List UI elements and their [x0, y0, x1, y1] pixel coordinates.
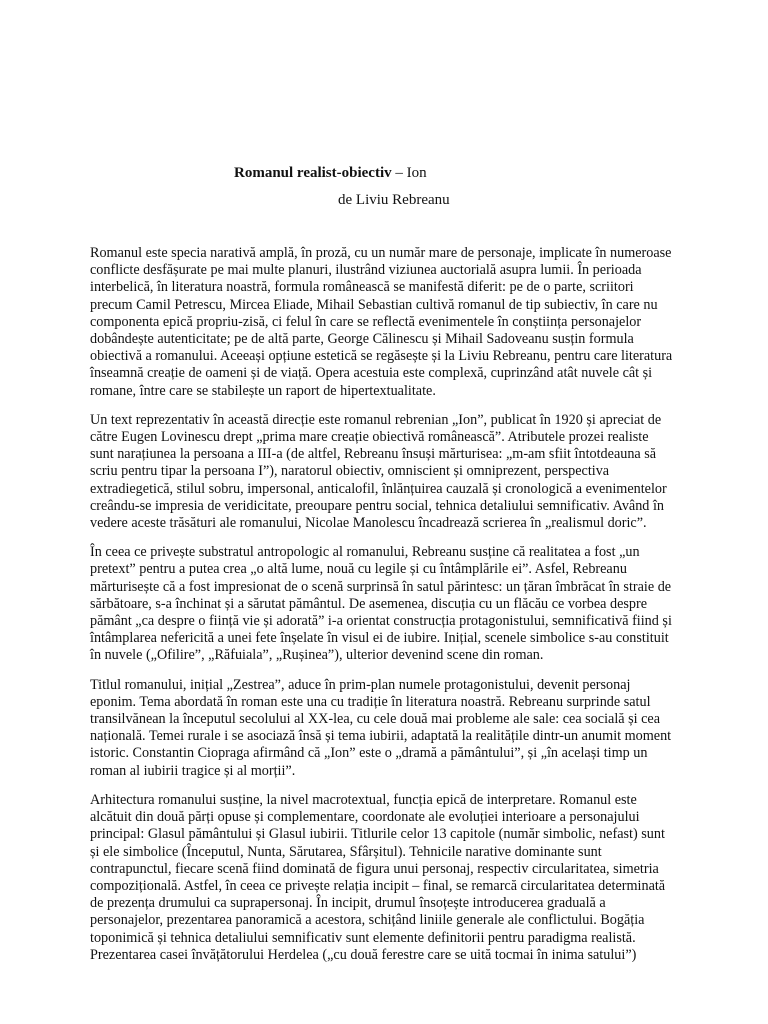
paragraph-line: conflicte desfășurate pe mai multe planuri, ilustrând viziunea auctorială asupra lumii. În perioada: [90, 262, 642, 279]
paragraph-line: înseamnă creație de oameni și de viață. Opera acestuia este complexă, cuprinzând atât nuvele cât și: [90, 365, 653, 382]
paragraph-line: întâmplarea nefericită a unei fete înșelate în visul ei de iubire. Inițial, scenele simbolice s-au constituit: [90, 630, 669, 647]
document-author: de Liviu Rebreanu: [338, 192, 450, 208]
paragraph-line: Romanul este specia narativă amplă, în proză, cu un număr mare de personaje, implicate în numeroase: [90, 245, 672, 261]
document-title: [234, 164, 427, 182]
paragraph-line: compozițională. Astfel, în ceea ce privește relația incipit – final, se remarcă circularitatea determinată: [90, 877, 666, 894]
paragraph-line: eponim. Tema abordată în roman este una cu tradiție în literatura noastră. Rebreanu surprinde satul: [90, 693, 651, 710]
paragraph-line: obiectivă a romanului. Aceeași opțiune estetică se regăsește și la Liviu Rebreanu, pentru care literatura: [90, 348, 673, 365]
paragraph: [90, 677, 680, 780]
paragraph-line: roman al iubirii tragice și al morții”.: [90, 762, 296, 779]
paragraph-line: personajelor, prezentarea panoramică a acestora, schițând liniile generale ale conflictului. Bogăția: [90, 912, 645, 929]
paragraph-line: interbelică, în literatura noastră, formula românească se manifestă diferit: pe de o parte, scriitori: [90, 279, 634, 296]
paragraph: [90, 792, 680, 964]
paragraph-line: vedere aceste trăsături ale romanului, Nicolae Manolescu încadrează scrierea în „realismul doric”.: [90, 515, 647, 532]
paragraph-line: alcătuit din două părți opuse și complementare, coordonate ale evoluției interioare a personajului: [90, 809, 640, 826]
paragraph-line: pretext” pentru a putea crea „o altă lume, nouă cu legile și cu întâmplările ei”. Asfel, Rebreanu: [90, 561, 627, 578]
paragraph-line: creându-se impresia de veridicitate, preoupare pentru social, tehnica detaliului semnificativ. Având în: [90, 497, 664, 514]
paragraph-line: în nuvele („Ofilire”, „Răfuiala”, „Rușinea”), ulterior devenind scene din roman.: [90, 647, 544, 664]
paragraph-line: dobândește autenticitate; pe de altă parte, George Călinescu și Mihail Sadoveanu susțin formula: [90, 331, 634, 348]
paragraph-line: mărturisește că a fost impresionat de o scenă surprinsă în satul părintesc: un țăran îmbrăcat în straie de: [90, 578, 672, 595]
paragraph-line: națională. Temei rurale i se asociază însă și tema iubirii, adaptată la realitățile dintr-un anumit moment: [90, 728, 672, 745]
paragraph-line: istoric. Constantin Ciopraga afirmând că „Ion” este o „dramă a pământului”, și „în același timp un: [90, 745, 648, 762]
paragraph-line: componenta epică propriu-zisă, ci felul în care se reflectă evenimentele în conștiința personajelor: [90, 313, 642, 330]
paragraph-line: extradiegetică, stilul sobru, impersonal, anticalofil, înlănțuirea cauzală și cronologică a evenimentelor: [90, 480, 667, 497]
paragraph-line: de prezența drumului ca suprapersonaj. În incipit, drumul însoțește introducerea graduală a: [90, 895, 606, 912]
paragraph-line: către Eugen Lovinescu drept „prima mare creație obiectivă românească”. Atributele prozei realiste: [90, 429, 649, 446]
paragraph-line: romane, între care se stabilește un raport de hipertextualitate.: [90, 382, 436, 399]
paragraph-line: toponimică și tehnica detaliului semnificativ sunt elemente definitorii pentru paradigma realistă.: [90, 929, 636, 946]
paragraph-line: pământ „ca despre o ființă vie și adorată” i-a orientat construcția protagonistului, semnificativă fiind și: [90, 613, 672, 630]
paragraph-line: Prezentarea casei învățătorului Herdelea („cu două ferestre care se uită tocmai în inima satului”): [90, 946, 637, 963]
paragraph-line: scriu pentru tipar la persoana I”), naratorul obiectiv, omniscient și omniprezent, perspectiva: [90, 463, 610, 480]
paragraph-line: sunt narațiunea la persoana a III-a (de altfel, Rebreanu însuși mărturisea: „m-am sfiit întotdeauna să: [90, 446, 657, 463]
paragraph-line: precum Camil Petrescu, Mircea Eliade, Mihail Sebastian cultivă romanul de tip subiectiv, în care nu: [90, 296, 658, 313]
paragraph-line: sărbătoare, s-a închinat și a sărutat pământul. De asemenea, discuția cu un flăcău ce vorbea despre: [90, 595, 648, 612]
paragraph-line: principal: Glasul pământului și Glasul iubirii. Titlurile celor 13 capitole (număr simbolic, nefast) sunt: [90, 826, 665, 843]
paragraph-line: Titlul romanului, inițial „Zestrea”, aduce în prim-plan numele protagonistului, devenit personaj: [90, 676, 631, 693]
paragraph: [90, 412, 680, 532]
paragraph-line: În ceea ce privește substratul antropologic al romanului, Rebreanu susține că realitatea a fost „un: [90, 544, 640, 561]
paragraph-line: transilvănean la începutul secolului al XX-lea, cu cele două mai probleme ale sale: cea socială și cea: [90, 711, 661, 728]
paragraph-line: Un text reprezentativ în această direcție este romanul rebrenian „Ion”, publicat în 1920 și apreciat de: [90, 411, 662, 428]
paragraph: [90, 245, 680, 400]
paragraph-line: și ele simbolice (Începutul, Nunta, Sărutarea, Sfârșitul). Tehnicile narative dominante sunt: [90, 843, 602, 860]
document-body: [90, 245, 680, 976]
title-rest-part: – Ion: [391, 165, 427, 181]
paragraph: [90, 544, 680, 664]
paragraph-line: contrapunctul, fiecare scenă fiind dominată de figura unui personaj, respectiv circularitatea, simetria: [90, 860, 659, 877]
paragraph-line: Arhitectura romanului susține, la nivel macrotextual, funcția epică de interpretare. Romanul este: [90, 791, 637, 808]
title-bold-part: Romanul realist-obiectiv: [234, 165, 392, 181]
